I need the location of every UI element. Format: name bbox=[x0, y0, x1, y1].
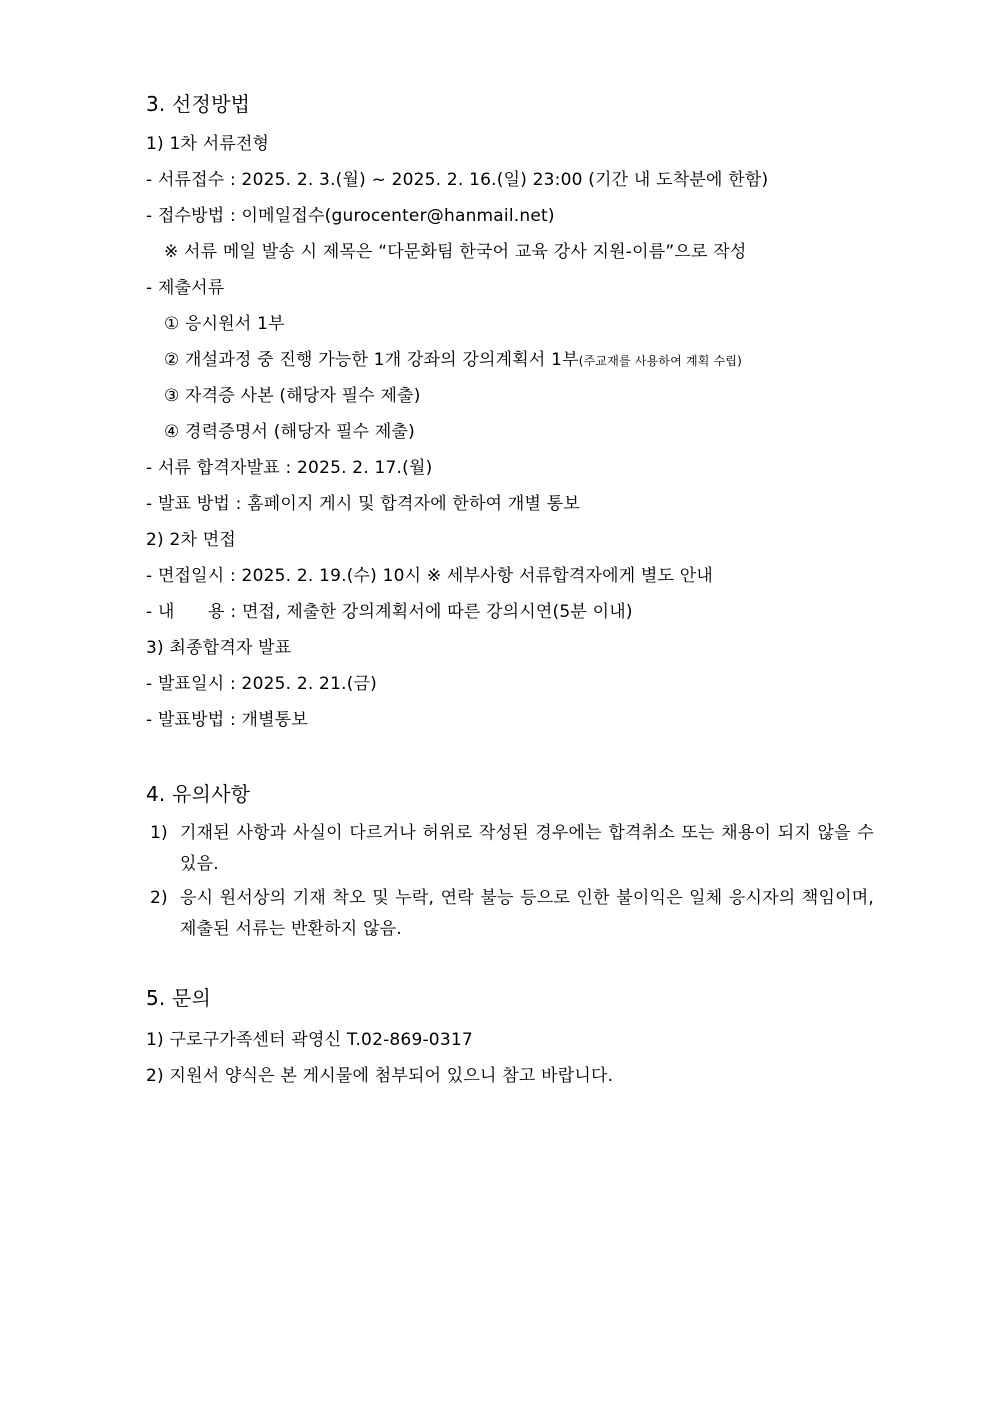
document-pass-announcement: - 서류 합격자발표 : 2025. 2. 17.(월) bbox=[146, 458, 433, 478]
interview-date: - 면접일시 : 2025. 2. 19.(수) 10시 ※ 세부사항 서류합격자에게 별도 안내 bbox=[146, 566, 714, 586]
caution-item-2-text bbox=[150, 883, 874, 945]
announcement-method: - 발표 방법 : 홈페이지 게시 및 합격자에 한하여 개별 통보 bbox=[146, 494, 580, 514]
inquiry-contact: 1) 구로구가족센터 곽영신 T.02-869-0317 bbox=[146, 1030, 473, 1050]
caution-item-2-body: 응시 원서상의 기재 착오 및 누락, 연락 불능 등으로 인한 불이익은 일체 응시자의 책임이며, 제출된 서류는 반환하지 않음. bbox=[180, 888, 874, 939]
caution-item-1-text bbox=[150, 818, 874, 880]
document-item-2 bbox=[164, 349, 742, 372]
section4-heading: 4. 유의사항 bbox=[146, 782, 251, 806]
section5-heading: 5. 문의 bbox=[146, 986, 212, 1010]
caution-item-2-number: 2) bbox=[150, 888, 168, 908]
document-item-3: ③ 자격증 사본 (해당자 필수 제출) bbox=[164, 386, 421, 406]
caution-item-1 bbox=[150, 818, 874, 880]
document-item-2-note: (주교재를 사용하여 계획 수립) bbox=[578, 354, 743, 368]
documents-label: - 제출서류 bbox=[146, 278, 225, 298]
receipt-method: - 접수방법 : 이메일접수(gurocenter@hanmail.net) bbox=[146, 206, 555, 226]
document-item-2-text: ② 개설과정 중 진행 가능한 1개 강좌의 강의계획서 1부 bbox=[164, 350, 579, 370]
document-item-4: ④ 경력증명서 (해당자 필수 제출) bbox=[164, 422, 415, 442]
inquiry-attachment-note: 2) 지원서 양식은 본 게시물에 첨부되어 있으니 참고 바랍니다. bbox=[146, 1066, 614, 1086]
final-announcement-date: - 발표일시 : 2025. 2. 21.(금) bbox=[146, 674, 377, 694]
interview-content: - 내 용 : 면접, 제출한 강의계획서에 따른 강의시연(5분 이내) bbox=[146, 602, 633, 622]
final-announcement-method: - 발표방법 : 개별통보 bbox=[146, 710, 309, 730]
section3-sub2: 2) 2차 면접 bbox=[146, 530, 236, 550]
caution-item-2 bbox=[150, 883, 874, 945]
section3-sub1: 1) 1차 서류전형 bbox=[146, 134, 270, 154]
section3-heading: 3. 선정방법 bbox=[146, 92, 251, 116]
caution-item-1-number: 1) bbox=[150, 823, 168, 843]
document-item-1: ① 응시원서 1부 bbox=[164, 314, 285, 334]
mail-title-note: ※ 서류 메일 발송 시 제목은 “다문화팀 한국어 교육 강사 지원-이름”으로 작성 bbox=[164, 242, 747, 262]
receipt-period: - 서류접수 : 2025. 2. 3.(월) ~ 2025. 2. 16.(일) 23:00 (기간 내 도착분에 한함) bbox=[146, 170, 769, 190]
caution-item-1-body: 기재된 사항과 사실이 다르거나 허위로 작성된 경우에는 합격취소 또는 채용이 되지 않을 수 있음. bbox=[180, 823, 874, 874]
section3-sub3: 3) 최종합격자 발표 bbox=[146, 638, 292, 658]
